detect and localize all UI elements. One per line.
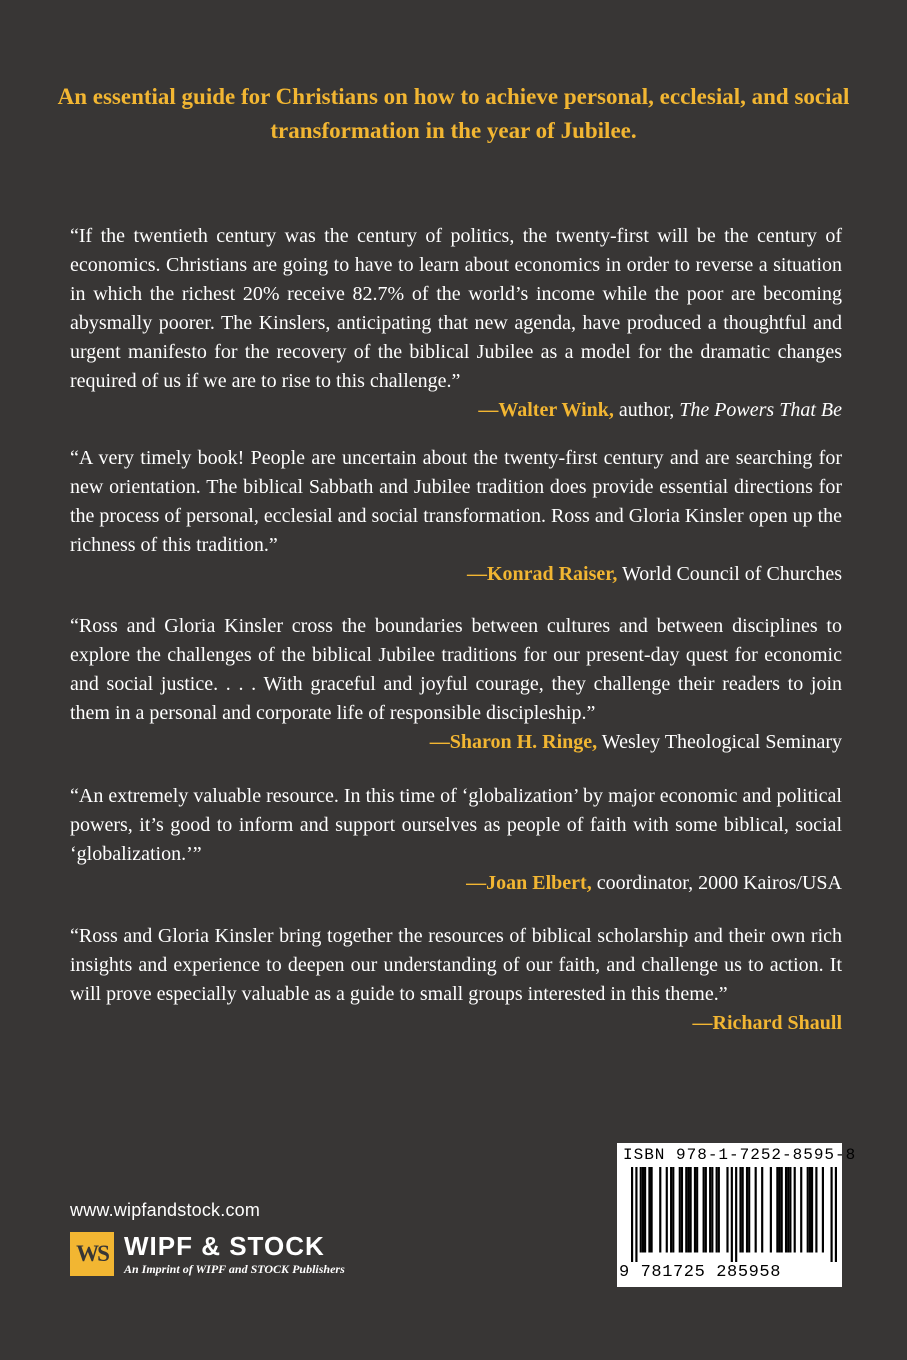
barcode-bar — [835, 1167, 837, 1262]
barcode-bar — [731, 1167, 733, 1262]
endorsement-3 — [70, 612, 842, 757]
barcode-bar — [742, 1167, 744, 1253]
barcode-bar — [685, 1167, 687, 1253]
barcode-bars-icon — [631, 1167, 837, 1262]
barcode-bar — [807, 1167, 809, 1253]
barcode-bar — [739, 1167, 741, 1253]
barcode-bar — [651, 1167, 653, 1253]
endorsement-2 — [70, 444, 842, 589]
barcode-bar — [809, 1167, 811, 1253]
barcode-bar — [635, 1167, 637, 1262]
endorsement-text: “Ross and Gloria Kinsler bring together the resources of biblical scholarship and their own rich insights and experience to deepen our understanding of our faith, and challenge us to action. It will prove especially valuable as a guide to small groups interested in this theme.” — [70, 925, 842, 1005]
barcode-bar — [785, 1167, 787, 1253]
barcode-bar — [670, 1167, 672, 1253]
endorser-affiliation: Wesley Theological Seminary — [597, 731, 842, 753]
endorsement-text: “An extremely valuable resource. In this time of ‘globalization’ by major economic and political powers, it’s good to inform and support ourselves as people of faith with some biblical, social ‘globalization.’” — [70, 785, 842, 865]
endorsement-4 — [70, 782, 842, 898]
endorsement-1 — [70, 222, 842, 425]
barcode-bar — [681, 1167, 683, 1253]
barcode-bar — [703, 1167, 705, 1253]
barcode-bar — [696, 1167, 698, 1253]
barcode-bar — [755, 1167, 757, 1253]
endorsement-text: “Ross and Gloria Kinsler cross the boundaries between cultures and between disciplines to explore the challenges of the biblical Jubilee traditions for our present-day quest for economic and social justice. . . . With graceful and joyful courage, they challenge their readers to join them in a personal and corporate life of responsible discipleship.” — [70, 615, 842, 724]
barcode-bar — [778, 1167, 780, 1253]
endorser-name: —Konrad Raiser, — [466, 563, 618, 585]
barcode-bar — [679, 1167, 681, 1253]
endorser-name: —Walter Wink, — [478, 399, 614, 421]
barcode-bar — [666, 1167, 668, 1253]
tagline: An essential guide for Christians on how to achieve personal, ecclesial, and social transformation in the year of Jubilee. — [57, 84, 850, 143]
endorsement-text: “A very timely book! People are uncertain about the twenty-first century and are searching for new orientation. The biblical Sabbath and Jubilee tradition does provide essential directions for the process of personal, ecclesial and social transformation. Ross and Gloria Kinsler open up the richness of this tradition.” — [70, 447, 843, 556]
publisher-logo-icon: WS — [70, 1232, 114, 1276]
publisher-block — [70, 1232, 400, 1278]
barcode-bar — [770, 1167, 772, 1253]
barcode-bar — [642, 1167, 644, 1253]
endorser-name: —Richard Shaull — [692, 1012, 842, 1034]
barcode-bar — [789, 1167, 791, 1253]
endorser-name: —Sharon H. Ringe, — [429, 731, 598, 753]
barcode-bar — [787, 1167, 789, 1253]
barcode-bar — [687, 1167, 689, 1253]
endorsement-attribution — [70, 728, 842, 757]
isbn-label: ISBN 978-1-7252-8595-8 — [623, 1146, 857, 1164]
publisher-name: WIPF & STOCK — [124, 1231, 325, 1261]
barcode-bar — [659, 1167, 661, 1253]
barcode-bar — [781, 1167, 783, 1253]
endorsement-attribution — [70, 869, 842, 898]
barcode-bar — [776, 1167, 778, 1253]
barcode-bar — [748, 1167, 750, 1253]
publisher-imprint: An Imprint of WIPF and STOCK Publishers — [124, 1262, 345, 1276]
barcode-bar — [761, 1167, 763, 1253]
barcode-bar — [694, 1167, 696, 1253]
barcode-bar — [705, 1167, 707, 1253]
barcode-bar — [718, 1167, 720, 1253]
endorsement-text: “If the twentieth century was the century of politics, the twenty-first will be the century of economics. Christians are going to have to learn about economics in order to reverse a situation in which the richest 20% receive 82.7% of the world’s income while the poor are becoming abysmally poorer. The Kinslers, anticipating that new agenda, have produced a thoughtful and urgent manifesto for the recovery of the biblical Jubilee as a model for the dramatic changes required of us if we are to rise to this challenge.” — [70, 225, 842, 392]
barcode-bar — [735, 1167, 737, 1262]
endorser-work-title: The Powers That Be — [679, 399, 842, 421]
barcode-bar — [648, 1167, 650, 1253]
barcode-bar — [631, 1167, 633, 1262]
isbn-barcode — [617, 1143, 857, 1287]
endorser-affiliation: World Council of Churches — [617, 563, 842, 585]
barcode-bar — [794, 1167, 796, 1253]
barcode-bar — [815, 1167, 817, 1253]
endorsement-attribution — [70, 1009, 842, 1038]
endorsement-attribution — [70, 560, 842, 589]
barcode-bar — [716, 1167, 718, 1253]
barcode-bar — [640, 1167, 642, 1253]
barcode-bar — [644, 1167, 646, 1253]
barcode-bar — [746, 1167, 748, 1253]
endorser-name: —Joan Elbert, — [466, 872, 592, 894]
endorser-affiliation: author, — [613, 399, 680, 421]
barcode-bar — [726, 1167, 728, 1253]
barcode-bar — [690, 1167, 692, 1253]
endorsement-attribution — [70, 396, 842, 425]
endorsement-5 — [70, 922, 842, 1038]
barcode-bar — [711, 1167, 713, 1253]
barcode-bar — [709, 1167, 711, 1253]
barcode-bar — [811, 1167, 813, 1253]
barcode-bar — [830, 1167, 832, 1262]
barcode-bar — [800, 1167, 802, 1253]
endorser-affiliation: coordinator, 2000 Kairos/USA — [591, 872, 842, 894]
publisher-website[interactable]: www.wipfandstock.com — [70, 1200, 261, 1220]
barcode-bar — [672, 1167, 674, 1253]
barcode-bar — [822, 1167, 824, 1253]
barcode-digits: 9 781725 285958 — [619, 1263, 782, 1282]
